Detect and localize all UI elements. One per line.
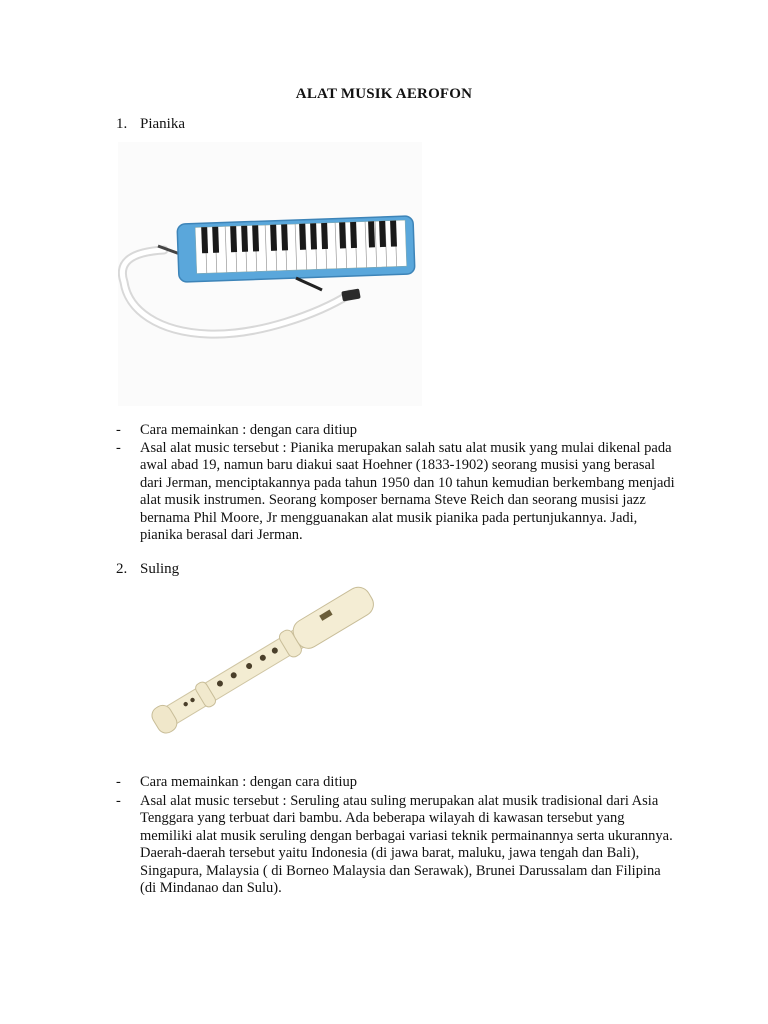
section-title: Suling: [140, 561, 180, 577]
section-title: Pianika: [140, 116, 185, 132]
bullet-text: Asal alat music tersebut : Pianika merupakan salah satu alat musik yang mulai dikenal pada awal abad 19, namun baru diakui saat Hoehner (1833-1902) seorang musisi yang berasal dari Jerman, menciptakannya pada tahun 1950 dan 10 tahun kemudian berkembang menjadi alat musik instrumen. Seorang komposer bernama Steve Reich dan seorang musisi jazz bernama Phil Moore, Jr mengguanakan alat musik pianika pada pertunjukannya. Jadi, pianika berasal dari Jerman.: [140, 440, 675, 544]
bullet-dash: -: [116, 440, 121, 456]
bullet-text: Asal alat music tersebut : Seruling atau suling merupakan alat musik tradisional dari Asia Tenggara yang terbuat dari bambu. Ada beberapa wilayah di kawasan tersebut yang memiliki alat musik seruling dengan berbagai variasi teknik permainannya serta ukurannya. Daerah-daerah tersebut yaitu Indonesia (di jawa barat, maluku, jawa tengah dan Bali), Singapura, Malaysia ( di Borneo Malaysia dan Serawak), Brunei Darussalam dan Filipina (di Mindanao dan Sulu).: [140, 793, 673, 897]
bullet-text: Cara memainkan : dengan cara ditiup: [140, 774, 358, 790]
section-number: 2.: [116, 561, 128, 577]
section-number: 1.: [116, 116, 128, 132]
bullet-text: Cara memainkan : dengan cara ditiup: [140, 422, 358, 438]
pianika-image: [118, 142, 422, 406]
bullet-dash: -: [116, 793, 121, 809]
suling-image: [138, 582, 388, 738]
page-title: ALAT MUSIK AEROFON: [295, 86, 473, 102]
bullet-dash: -: [116, 422, 121, 438]
bullet-dash: -: [116, 774, 121, 790]
